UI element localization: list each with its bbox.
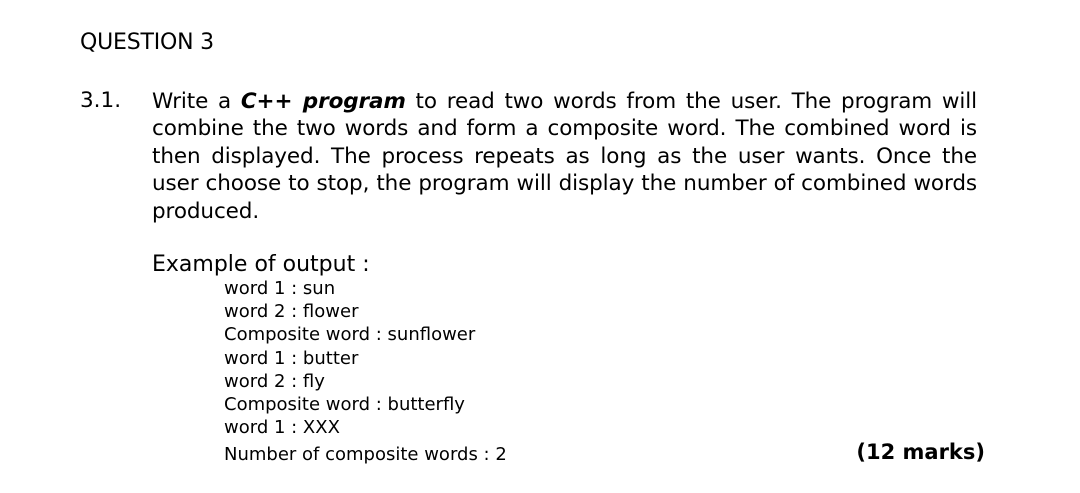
question-text-part2: to read two words from the user. The program will combine the two words and form a composite word. The combined word is then displayed. The process repeats as long as the user wants. Once the user choose to stop, the program will display the number of combined words produced.	[152, 89, 977, 224]
output-line: Number of composite words : 2	[224, 444, 507, 466]
question-number: 3.1.	[80, 88, 122, 113]
output-line: word 1 : butter	[224, 347, 359, 369]
output-line: Composite word : butterfly	[224, 394, 465, 416]
question-text-emphasis: C++ program	[240, 89, 406, 114]
marks-label: (12 marks)	[856, 440, 985, 464]
output-line: word 2 : fly	[224, 370, 325, 392]
output-line: word 1 : XXX	[224, 417, 340, 439]
question-text-part1: Write a	[152, 89, 241, 114]
output-line: Composite word : sunflower	[224, 324, 476, 346]
example-output	[224, 277, 507, 467]
question-heading: QUESTION 3	[80, 30, 214, 55]
example-heading: Example of output :	[152, 252, 370, 277]
output-line: word 2 : flower	[224, 301, 359, 323]
question-text	[152, 88, 977, 225]
output-line: word 1 : sun	[224, 278, 336, 299]
